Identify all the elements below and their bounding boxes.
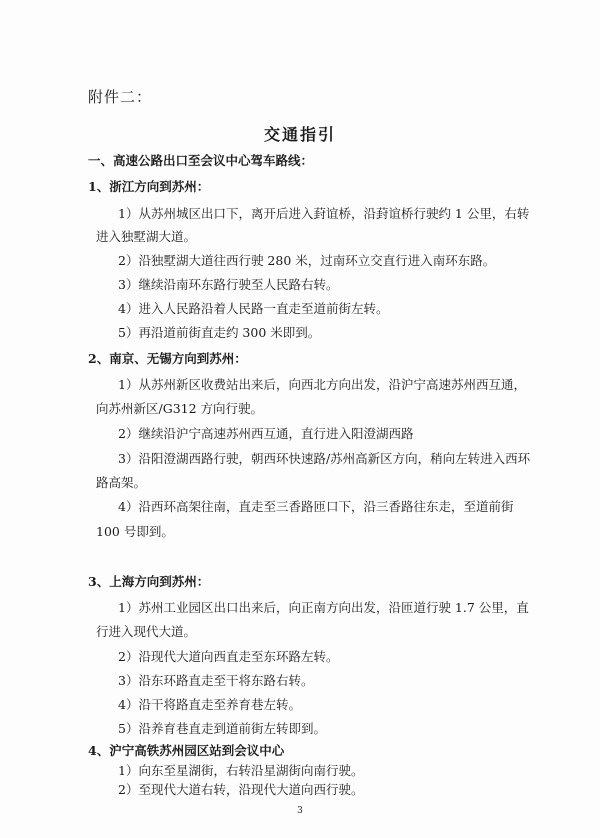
attachment-label: 附件二：: [88, 88, 153, 106]
route-step: 4）沿西环高架往南，直走至三香路匝口下，沿三香路往东走，至道前街: [118, 499, 514, 514]
route-step: 3）继续沿南环东路行驶至人民路右转。: [118, 277, 339, 292]
route-step-continuation: 进入独墅湖大道。: [96, 229, 197, 244]
route-step: 2）至现代大道右转，沿现代大道向西行驶。: [118, 782, 364, 797]
route-step: 3）沿阳澄湖西路行驶，朝西环快速路/苏州高新区方向，稍向左转进入西环: [118, 451, 531, 466]
route-step: 5）再沿道前街直走约 300 米即到。: [118, 325, 321, 340]
section-heading: 一、高速公路出口至会议中心驾车路线：: [88, 153, 314, 168]
page-title: 交通指引: [263, 125, 336, 144]
route-step: 3）沿东环路直走至干将东路右转。: [118, 673, 314, 688]
route-step-continuation: 路高架。: [96, 475, 147, 490]
subsection-heading-high-speed-rail: 4、沪宁高铁苏州园区站到会议中心: [88, 743, 285, 758]
route-step: 2）沿现代大道向西直走至东环路左转。: [118, 649, 339, 664]
route-step: 1）向东至星湖街，右转沿星湖街向南行驶。: [118, 763, 364, 778]
route-step: 2）沿独墅湖大道往西行驶 280 米，过南环立交直行进入南环东路。: [118, 253, 496, 268]
route-step-continuation: 100 号即到。: [96, 524, 174, 539]
route-step-continuation: 向苏州新区/G312 方向行驶。: [96, 401, 264, 416]
route-step-continuation: 行进入现代大道。: [96, 624, 197, 639]
page-number: 3: [297, 806, 303, 816]
route-step: 1）从苏州新区收费站出来后，向西北方向出发，沿沪宁高速苏州西互通，: [118, 377, 526, 392]
subsection-heading-nanjing-wuxi: 2、南京、无锡方向到苏州：: [88, 351, 247, 366]
subsection-heading-zhejiang: 1、浙江方向到苏州：: [88, 179, 210, 194]
route-step: 2）继续沿沪宁高速苏州西互通，直行进入阳澄湖西路: [118, 426, 414, 441]
route-step: 4）沿干将路直走至养育巷左转。: [118, 697, 301, 712]
route-step: 4）进入人民路沿着人民路一直走至道前街左转。: [118, 301, 389, 316]
route-step: 1）从苏州城区出口下，离开后进入葑谊桥，沿葑谊桥行驶约 1 公里，右转: [118, 206, 530, 221]
route-step: 5）沿养育巷直走到道前街左转即到。: [118, 721, 326, 736]
route-step: 1）苏州工业园区出口出来后，向正南方向出发，沿匝道行驶 1.7 公里，直: [118, 600, 529, 615]
subsection-heading-shanghai: 3、上海方向到苏州：: [88, 574, 210, 589]
